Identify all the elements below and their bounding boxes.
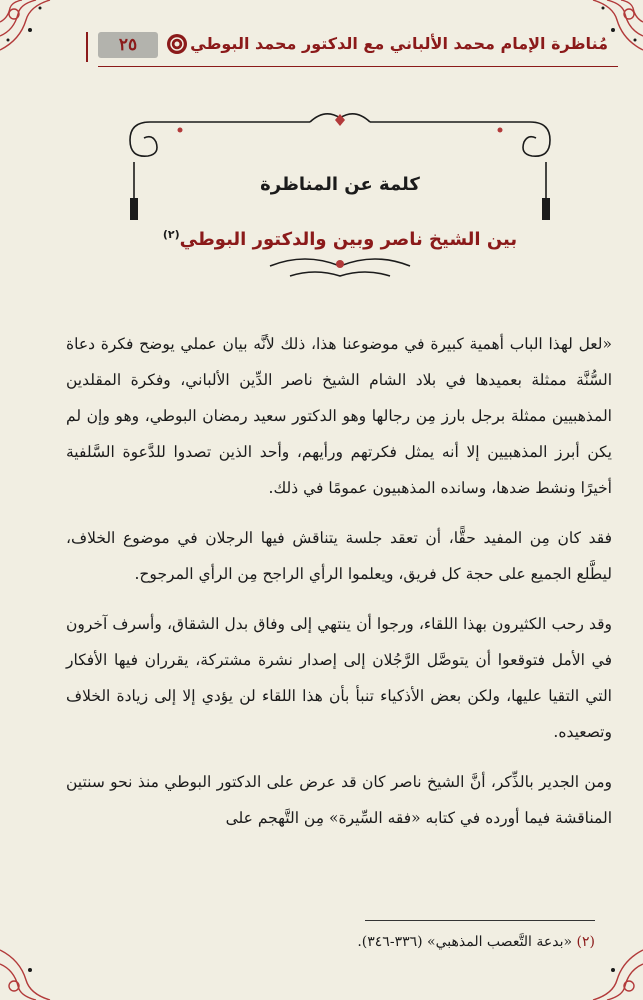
chapter-title-frame — [120, 100, 560, 300]
page-header — [70, 30, 618, 64]
footnote-number: (٢) — [576, 934, 595, 950]
corner-ornament-icon — [0, 0, 58, 58]
paragraph: ومن الجدير بالذِّكر، أنَّ الشيخ ناصر كان قد عرض على الدكتور البوطي منذ نحو سنتين المناقشة فيما أورده في كتابه «فقه السِّيرة» مِن التَّهجم على — [66, 773, 612, 827]
corner-ornament-icon — [0, 942, 58, 1000]
chapter-subtitle — [120, 228, 560, 250]
corner-ornament-icon — [585, 942, 643, 1000]
paragraph: فقد كان مِن المفيد حقًّا، أن تعقد جلسة يتناقش فيها الرجلان في موضوع الخلاف، ليطَّلع الجميع على حجة كل فريق، ويعلموا الرأي الراجح مِن الرأي المرجوح. — [66, 529, 612, 583]
footnote-reference: (٢) — [162, 228, 180, 241]
header-divider — [86, 32, 88, 62]
body-text — [66, 326, 612, 850]
title-frame-ornament-icon — [120, 100, 560, 300]
header-rule — [98, 66, 618, 67]
chapter-title: كلمة عن المناظرة — [260, 174, 420, 195]
medallion-icon — [166, 33, 188, 55]
running-title: مُناظرة الإمام محمد الألباني مع الدكتور محمد البوطي — [190, 34, 608, 53]
footnote-divider — [365, 920, 595, 921]
footnote — [95, 934, 595, 950]
chapter-subtitle-text: بين الشيخ ناصر وبين والدكتور البوطي — [179, 229, 518, 250]
paragraph: «لعل لهذا الباب أهمية كبيرة في موضوعنا هذا، ذلك لأنَّه بيان عملي يوضح فكرة دعاة السُّنَّة ممثلة بعميدها في بلاد الشام الشيخ ناصر الدِّين الألباني، وفكرة المقلدين المذهبيين ممثلة برجل بارز مِن رجالها وهو الدكتور سعيد رمضان البوطي، وهو وإن لم يكن أبرز المذهبيين إلا أنه يمثل فكرتهم ورأيهم، وأحد الذين تصدوا للدَّعوة السَّلفية أخيرًا ونشط ضدها، وسانده المذهبيون عمومًا في ذلك. — [66, 335, 612, 497]
footnote-text: «بدعة التَّعصب المذهبي» (٣٣٦-٣٤٦). — [357, 934, 573, 950]
page-number: ٢٥ — [98, 32, 158, 58]
paragraph: وقد رحب الكثيرون بهذا اللقاء، ورجوا أن ينتهي إلى وفاق بدل الشقاق، وأسرف آخرون في الأمل فتوقعوا أن يتوصَّل الرَّجُلان إلى إصدار نشرة مشتركة، يقرران فيها الأفكار التي التقيا عليها، ولكن بعض الأذكياء تنبأ بأن هذا اللقاء لن يؤدي إلا إلى زيادة الخلاف وتصعيده. — [66, 615, 612, 741]
